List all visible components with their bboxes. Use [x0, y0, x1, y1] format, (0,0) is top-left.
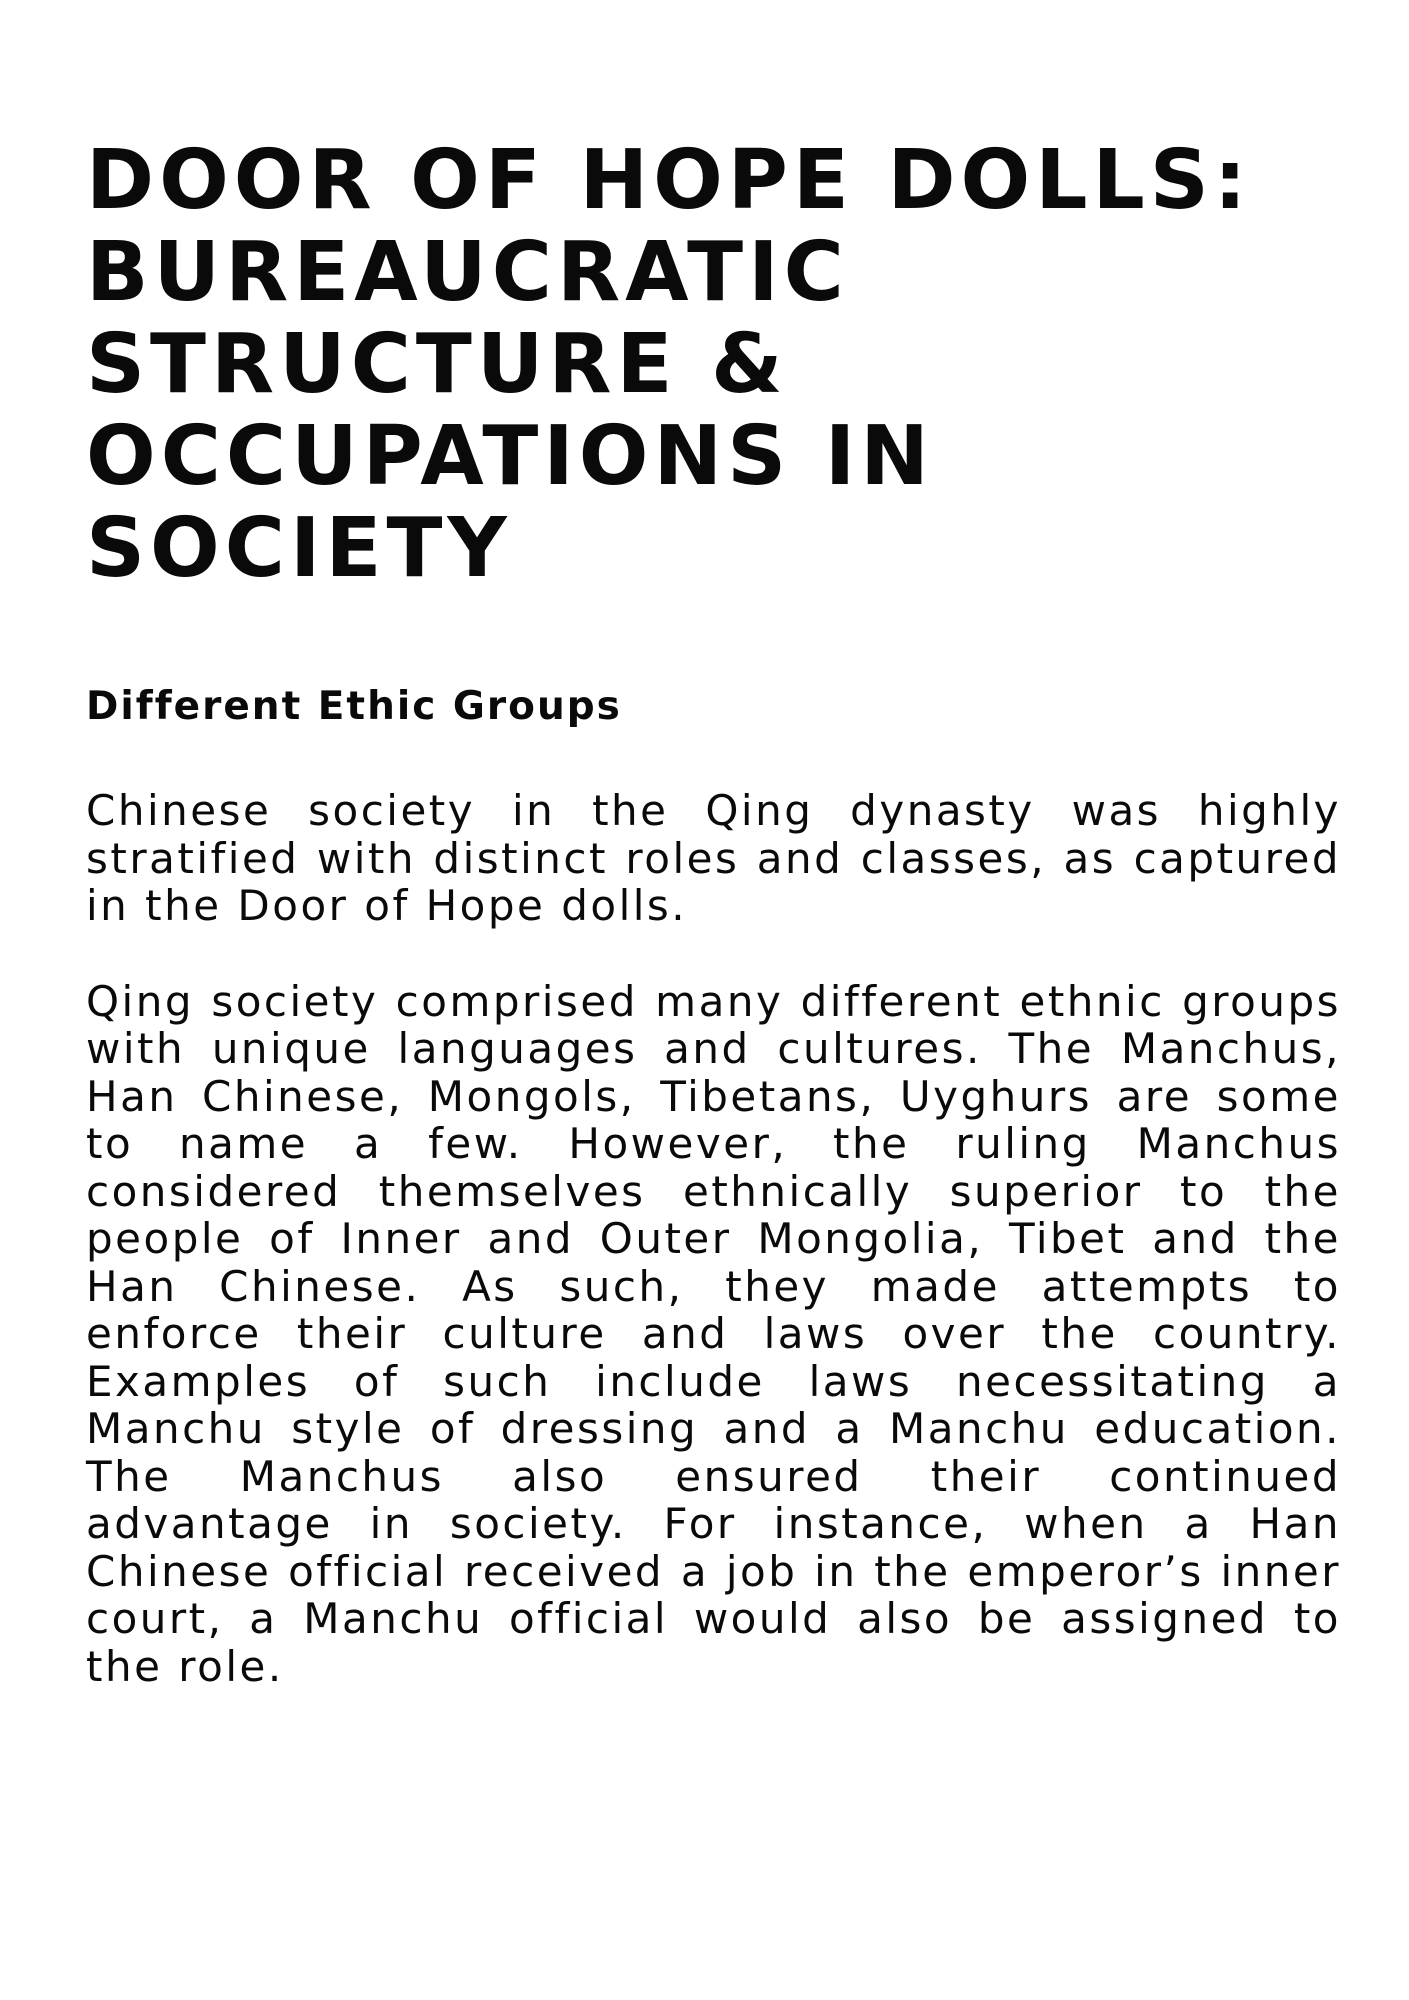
body-paragraph-intro: Chinese society in the Qing dynasty was highly stratified with distinct roles and classes, as captured in the Door of Hope dolls. [86, 786, 1341, 930]
section-heading: Different Ethic Groups [86, 684, 622, 729]
title-line: BUREAUCRATIC [86, 225, 849, 320]
title-line: STRUCTURE & [86, 317, 788, 412]
title-line: DOOR OF HOPE DOLLS: [86, 133, 1252, 228]
title-line: OCCUPATIONS IN [86, 409, 934, 504]
body-paragraph-ethnic-groups: Qing society comprised many different ethnic groups with unique languages and cultures. The Manchus, Han Chinese, Mongols, Tibetans, Uyghurs are some to name a few. However, the ruling Manchus considered themselves ethnically superior to the people of Inner and Outer Mongolia, Tibet and the Han Chinese. As such, they made attempts to enforce their culture and laws over the country. Examples of such include laws necessitating a Manchu style of dressing and a Manchu education. The Manchus also ensured their continued advantage in society. For instance, when a Han Chinese official received a job in the emperor’s inner court, a Manchu official would also be assigned to the role. [86, 976, 1341, 1691]
page-title [86, 135, 1341, 595]
title-line: SOCIETY [86, 501, 512, 596]
document-page [86, 135, 1341, 1690]
